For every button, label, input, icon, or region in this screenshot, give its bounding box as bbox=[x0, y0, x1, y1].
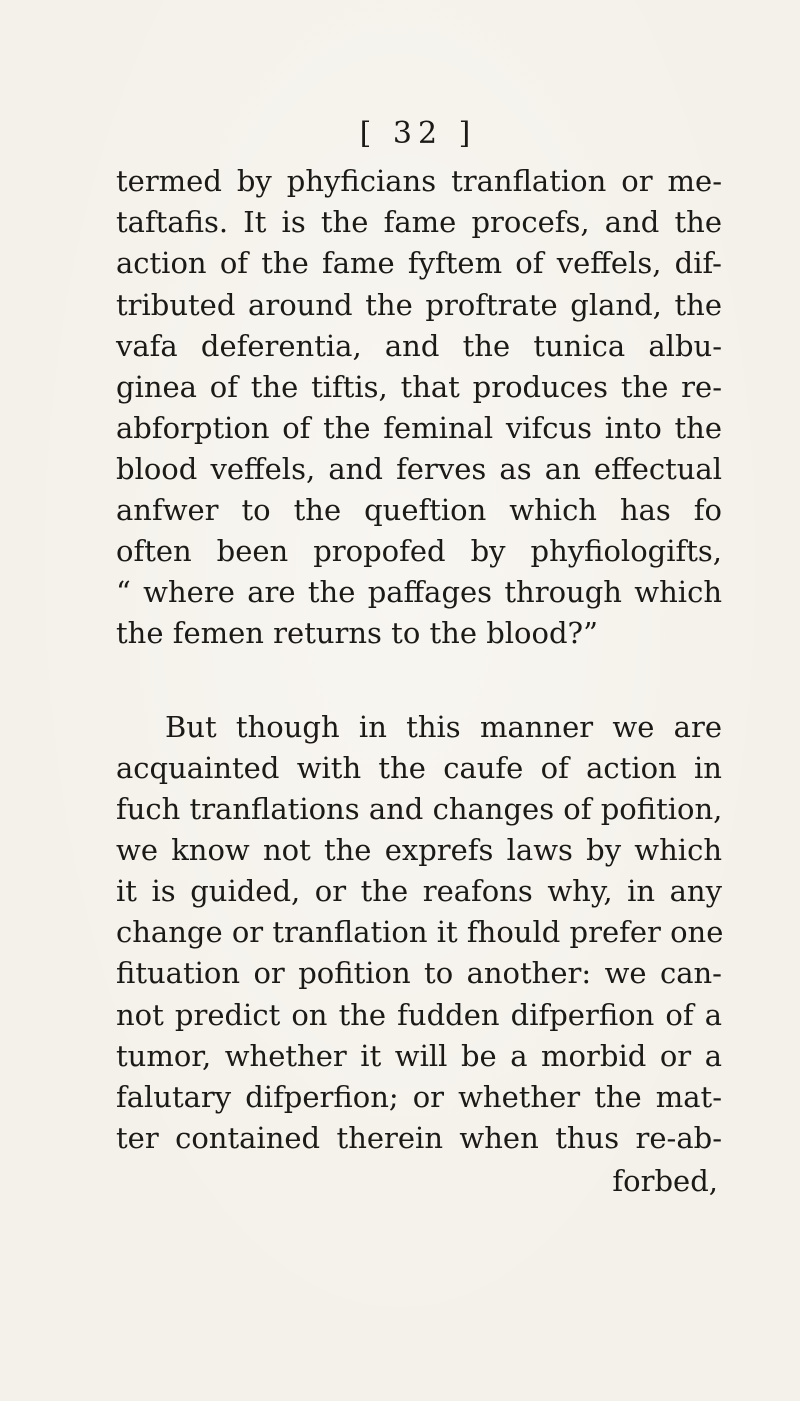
text-line: But though in this manner we are bbox=[165, 710, 722, 744]
text-line: abforption of the feminal vifcus into the bbox=[116, 411, 722, 445]
text-line: ginea of the tiftis, that produces the re- bbox=[116, 370, 722, 404]
text-line: often been propofed by phyfiologifts, bbox=[116, 534, 722, 568]
text-line: anfwer to the queftion which has fo bbox=[116, 493, 722, 527]
text-line: acquainted with the caufe of action in bbox=[116, 751, 722, 785]
text-line: it is guided, or the reafons why, in any bbox=[116, 874, 722, 908]
text-line: falutary difperfion; or whether the mat- bbox=[116, 1080, 722, 1114]
text-line: blood veffels, and ferves as an effectual bbox=[116, 452, 722, 486]
text-line: tributed around the proftrate gland, the bbox=[116, 288, 722, 322]
text-line: taftafis. It is the fame procefs, and the bbox=[116, 205, 722, 239]
text-line: fuch tranflations and changes of pofition, bbox=[116, 792, 723, 826]
page-number-header: [ 32 ] bbox=[359, 116, 477, 151]
text-line: vafa deferentia, and the tunica albu- bbox=[116, 329, 722, 363]
text-line: not predict on the fudden difperfion of a bbox=[116, 998, 722, 1032]
text-line: termed by phyficians tranflation or me- bbox=[116, 164, 722, 198]
text-line: action of the fame fyftem of veffels, dif- bbox=[116, 246, 722, 280]
text-line: the femen returns to the blood?” bbox=[116, 616, 598, 650]
text-line: tumor, whether it will be a morbid or a bbox=[116, 1039, 722, 1073]
text-line: fituation or pofition to another: we can- bbox=[116, 956, 722, 990]
text-line: “ where are the paffages through which bbox=[116, 575, 722, 609]
catchword: forbed, bbox=[612, 1164, 718, 1198]
text-line: change or tranflation it fhould prefer one bbox=[116, 915, 724, 949]
text-line: we know not the exprefs laws by which bbox=[116, 833, 722, 867]
text-line: ter contained therein when thus re-ab- bbox=[116, 1121, 722, 1155]
